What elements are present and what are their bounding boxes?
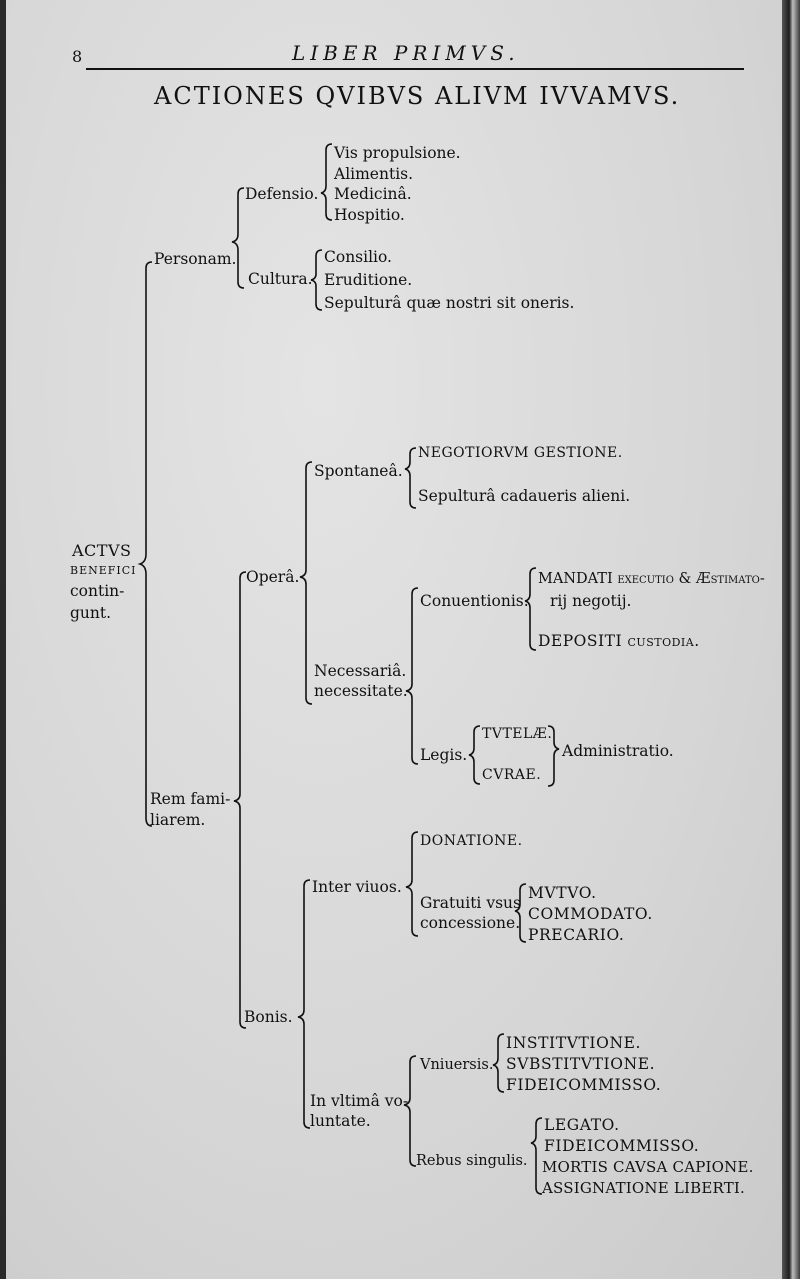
running-head: LIBER PRIMVS. — [292, 41, 520, 65]
vniuersis-label: Vniuersis. — [420, 1057, 494, 1073]
defensio-item: Hospitio. — [334, 206, 405, 224]
gratuiti-label-line1: Gratuiti vsus — [420, 894, 521, 912]
cultura-label: Cultura. — [248, 270, 313, 288]
defensio-item: Alimentis. — [334, 165, 414, 183]
curae-item: CVRAE. — [482, 767, 542, 783]
gratuiti-item: PRECARIO. — [528, 926, 625, 944]
opera-label: Operâ. — [246, 568, 300, 586]
brace-opera — [300, 462, 312, 704]
vniuersis-item: FIDEICOMMISSO. — [506, 1076, 662, 1094]
brace-bonis — [298, 880, 310, 1128]
brace-necessaria — [406, 588, 418, 764]
cultura-item: Eruditione. — [324, 271, 413, 289]
page-number: 8 — [72, 47, 83, 66]
rebus-item: ASSIGNATIONE LIBERTI. — [542, 1179, 746, 1197]
defensio-item: Vis propulsione. — [334, 144, 461, 162]
root-label-line2: BENEFICI — [70, 564, 137, 577]
administratio-item: Administratio. — [562, 742, 674, 760]
rebus-label: Rebus singulis. — [416, 1153, 528, 1169]
gratuiti-item: COMMODATO. — [528, 905, 653, 923]
tutelae-item: TVTELÆ. — [482, 726, 553, 742]
in-vltima-label-line1: In vltimâ vo- — [310, 1092, 409, 1110]
mandati-line2: rij negotij. — [550, 592, 632, 610]
bonis-label: Bonis. — [244, 1008, 293, 1026]
brace-cultura — [311, 250, 322, 310]
spontanea-item: Sepulturâ cadaueris alieni. — [418, 487, 631, 505]
root-label-line4: gunt. — [70, 604, 112, 622]
brace-vniuersis — [493, 1034, 504, 1092]
rebus-item: MORTIS CAVSA CAPIONE. — [542, 1158, 754, 1176]
brace-spontanea — [405, 448, 416, 508]
defensio-item: Medicinâ. — [334, 185, 412, 203]
brace-root — [140, 262, 152, 826]
brace-rebus — [531, 1118, 542, 1194]
in-vltima-label-line2: luntate. — [310, 1112, 371, 1130]
brace-legis — [469, 726, 480, 784]
vniuersis-item: SVBSTITVTIONE. — [506, 1055, 656, 1073]
donatione-item: DONATIONE. — [420, 833, 523, 849]
brace-in-vltima — [404, 1056, 416, 1166]
brace-personam — [232, 188, 244, 288]
brace-inter-viuos — [406, 832, 418, 936]
inter-viuos-label: Inter viuos. — [312, 878, 402, 896]
rebus-item: FIDEICOMMISSO. — [544, 1137, 700, 1155]
brace-gratuiti — [515, 884, 526, 942]
mandati-line1: MANDATI executio & Æstimato- — [538, 571, 765, 587]
page-title: ACTIONES QVIBVS ALIVM IVVAMVS. — [154, 82, 681, 110]
gratuiti-item: MVTVO. — [528, 884, 597, 902]
personam-label: Personam. — [154, 250, 237, 268]
root-label-line3: contin- — [70, 582, 125, 600]
necessaria-label-line1: Necessariâ. — [314, 662, 407, 680]
depositi-item: DEPOSITI custodia. — [538, 632, 700, 650]
conuentionis-label: Conuentionis. — [420, 592, 529, 610]
brace-rem — [234, 572, 246, 1028]
vniuersis-item: INSTITVTIONE. — [506, 1034, 642, 1052]
gratuiti-label-line2: concessione. — [420, 914, 521, 932]
brace-defensio — [321, 144, 332, 220]
spontanea-item: NEGOTIORVM GESTIONE. — [418, 445, 623, 461]
legis-label: Legis. — [420, 746, 468, 764]
rem-label-line2: liarem. — [150, 811, 206, 829]
rem-label-line1: Rem fami- — [150, 790, 231, 808]
defensio-label: Defensio. — [245, 185, 319, 203]
rebus-item: LEGATO. — [544, 1116, 620, 1134]
cultura-item: Sepulturâ quæ nostri sit oneris. — [324, 294, 575, 312]
cultura-item: Consilio. — [324, 248, 392, 266]
root-label-line1: ACTVS — [72, 541, 132, 560]
spontanea-label: Spontaneâ. — [314, 462, 403, 480]
necessaria-label-line2: necessitate. — [314, 682, 408, 700]
